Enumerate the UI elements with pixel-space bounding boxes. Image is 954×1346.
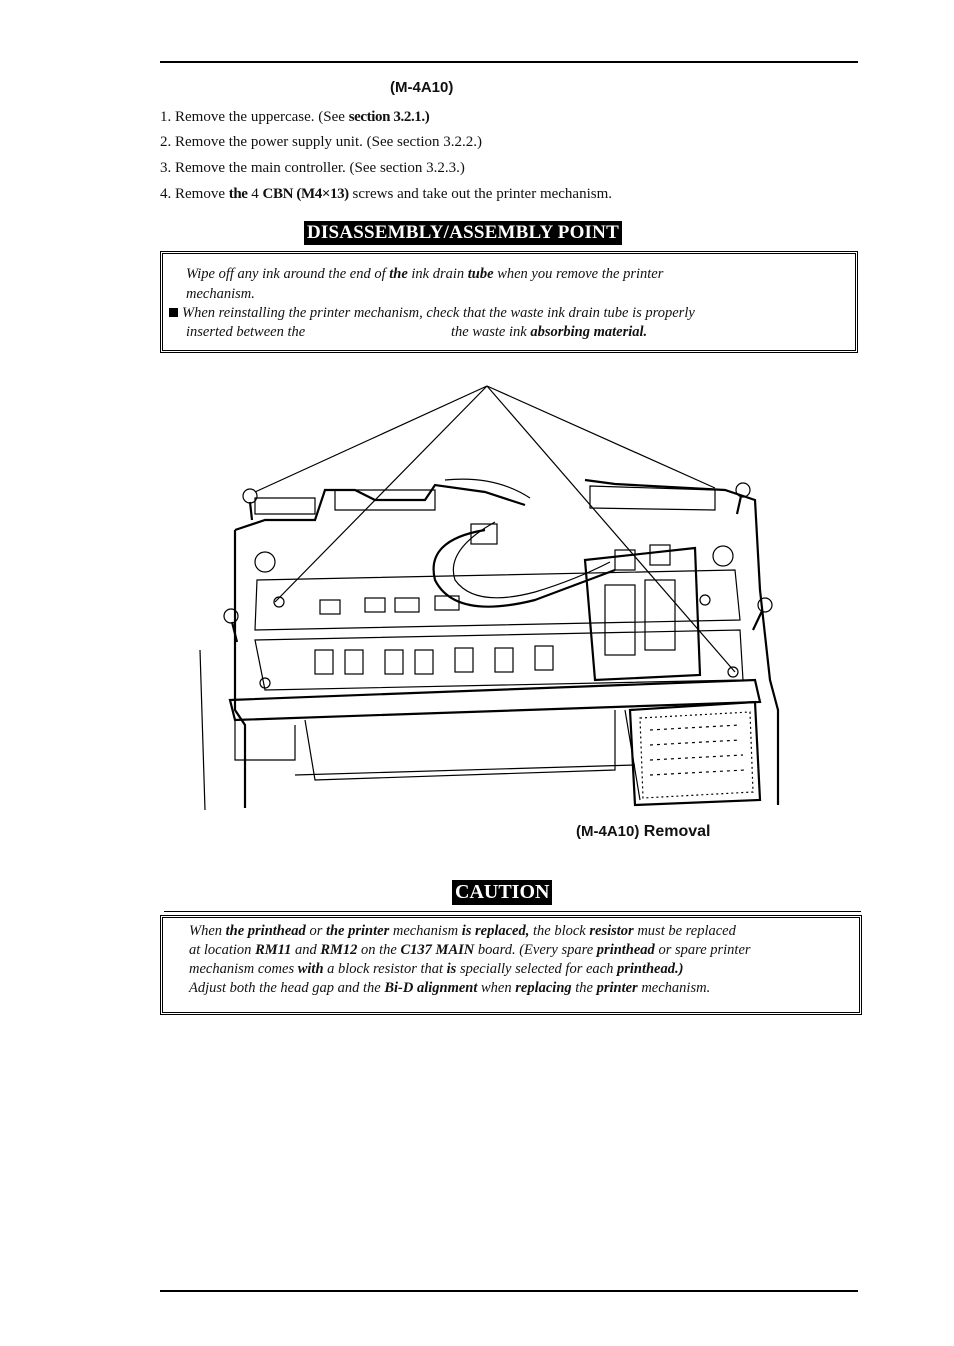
top-rule (160, 61, 858, 63)
step-4: 4. Remove the 4 CBN (M4×13) screws and take out the printer mechanism. (160, 186, 613, 202)
section-ref: section 3.2.1.) (348, 109, 430, 125)
mechanism-frame (200, 480, 778, 810)
disassembly-note-2-cont-b: the waste ink absorbing material. (451, 324, 648, 340)
caution-line-4: Adjust both the head gap and the Bi-D alignment when replacing the printer mechanism. (189, 980, 711, 996)
caution-box (160, 915, 862, 1015)
disassembly-note-2-cont-a: inserted between the (186, 324, 306, 340)
disassembly-note-1: Wipe off any ink around the end of the ink drain tube when you remove the printer (186, 266, 664, 282)
bottom-rule (160, 1290, 858, 1292)
bullet-square-icon (169, 308, 178, 317)
disassembly-note-1-cont: mechanism. (186, 286, 255, 302)
figure-caption: (M-4A10) Removal (576, 823, 711, 840)
disassembly-point-box (160, 251, 858, 353)
step-2: 2. Remove the power supply unit. (See section 3.2.2.) (160, 134, 483, 150)
printer-mechanism-illustration (195, 380, 785, 812)
disassembly-banner: DISASSEMBLY/ASSEMBLY POINT (304, 221, 622, 245)
caution-rule (164, 911, 861, 912)
caution-line-1: When the printhead or the printer mechanism is replaced, the block resistor must be replaced (189, 923, 736, 939)
caution-line-2: at location RM11 and RM12 on the C137 MAIN board. (Every spare printhead or spare printer (189, 942, 751, 958)
step-3: 3. Remove the main controller. (See section 3.2.3.) (160, 160, 465, 176)
caution-banner: CAUTION (452, 880, 552, 905)
step-1: 1. Remove the uppercase. (See section 3.2.1.) (160, 109, 430, 125)
section-heading: (M-4A10) (390, 79, 454, 96)
waste-ink-absorber (630, 702, 760, 805)
top-comb-rails (255, 479, 715, 514)
disassembly-note-2: When reinstalling the printer mechanism, check that the waste ink drain tube is properly (169, 304, 695, 323)
screw-holes (255, 546, 738, 688)
caution-line-3: mechanism comes with a block resistor that is specially selected for each printhead.) (189, 961, 684, 977)
